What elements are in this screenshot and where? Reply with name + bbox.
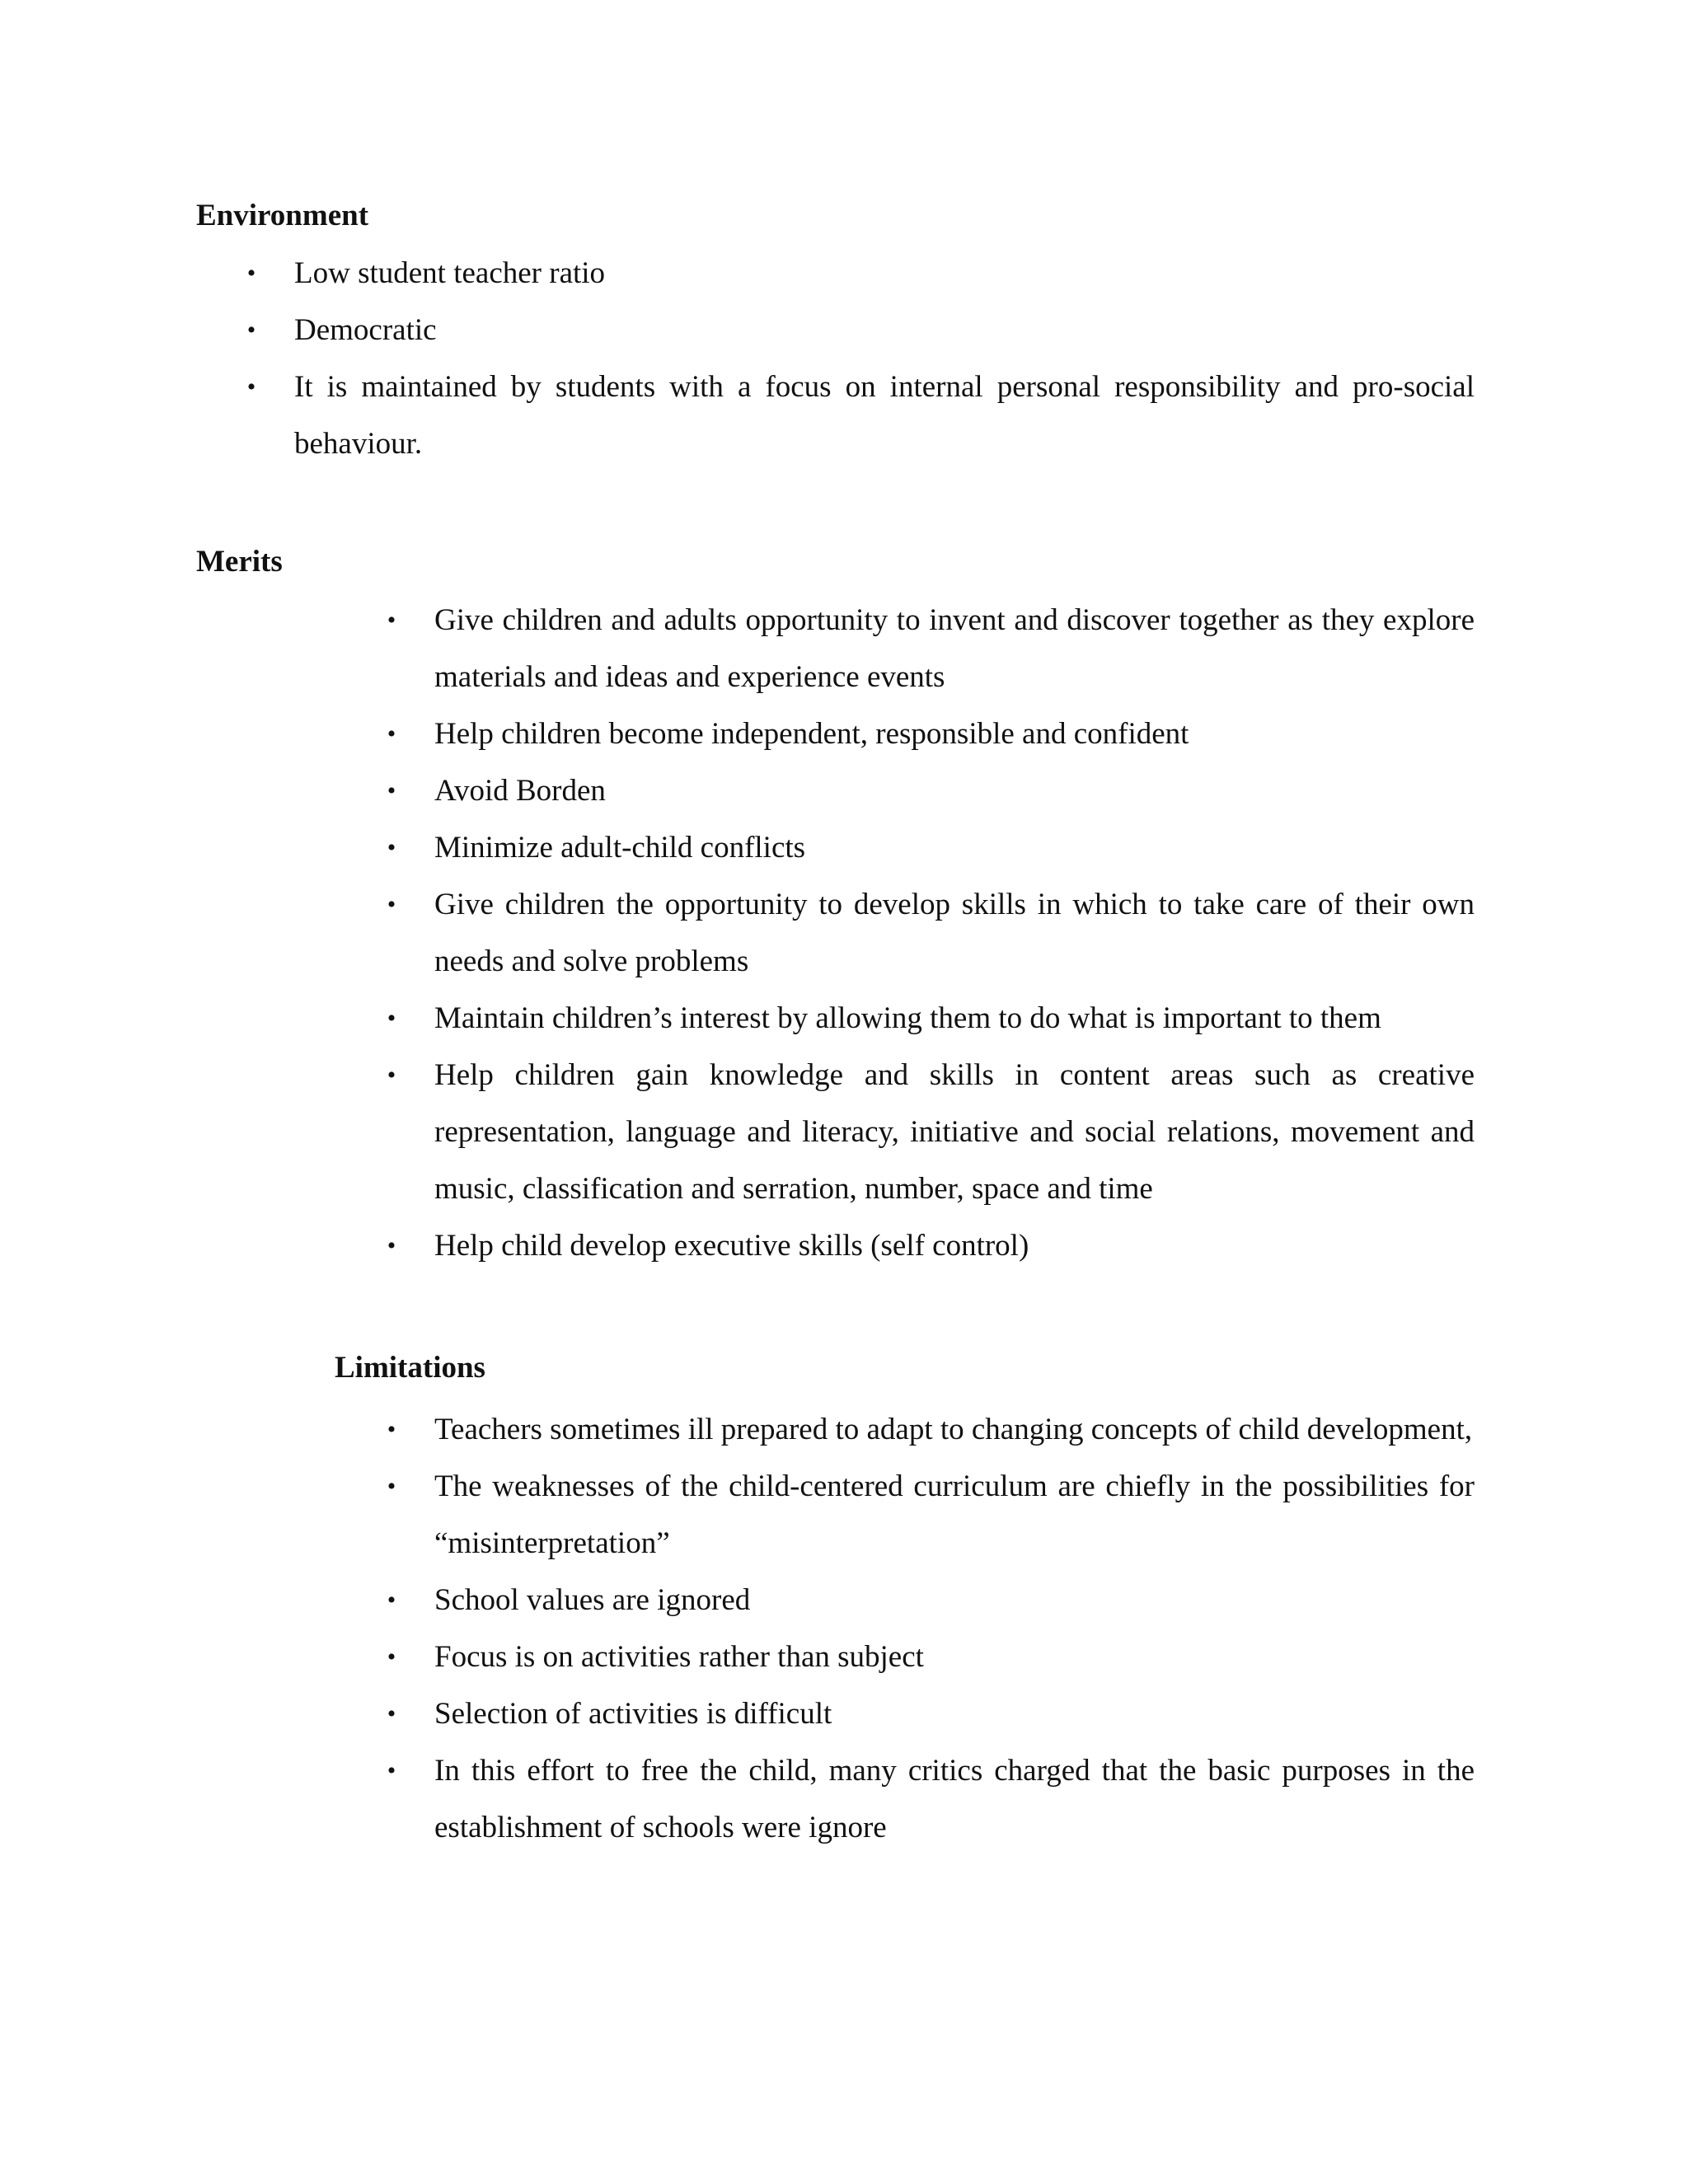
environment-list (243, 245, 1475, 472)
bullet-icon: • (387, 1062, 396, 1089)
list-item (243, 302, 1475, 359)
list-item (383, 990, 1475, 1047)
list-item (383, 1401, 1475, 1458)
bullet-icon: • (387, 1005, 396, 1032)
bullet-icon: • (387, 1586, 396, 1614)
list-item-text: Minimize adult-child conflicts (434, 831, 806, 865)
bullet-icon: • (246, 316, 256, 344)
bullet-icon: • (387, 1416, 396, 1443)
merits-heading: Merits (196, 545, 283, 579)
list-item-text: The weaknesses of the child-centered curriculum are chiefly in the possibilities for “misinterpretation” (434, 1469, 1475, 1560)
list-item (383, 1458, 1475, 1572)
bullet-icon: • (387, 1643, 396, 1671)
list-item (243, 245, 1475, 302)
list-item (383, 705, 1475, 762)
list-item-text: Give children and adults opportunity to invent and discover together as they explore materials and ideas and experience events (434, 603, 1475, 694)
bullet-icon: • (387, 1757, 396, 1784)
bullet-icon: • (387, 834, 396, 861)
limitations-list (383, 1401, 1475, 1856)
bullet-icon: • (387, 720, 396, 748)
list-item-text: Avoid Borden (434, 774, 606, 808)
list-item (383, 1217, 1475, 1274)
list-item (383, 1047, 1475, 1217)
list-item-text: Help child develop executive skills (self control) (434, 1229, 1029, 1263)
list-item-text: Focus is on activities rather than subject (434, 1640, 924, 1674)
list-item (383, 592, 1475, 705)
list-item-text: Help children gain knowledge and skills in content areas such as creative representation, language and literacy, initiative and social relations, movement and music, classification and serration, number, space and time (434, 1058, 1475, 1206)
list-item (383, 1685, 1475, 1742)
limitations-heading: Limitations (335, 1351, 485, 1385)
list-item-text: School values are ignored (434, 1583, 751, 1617)
list-item-text: Selection of activities is difficult (434, 1697, 832, 1731)
bullet-icon: • (387, 891, 396, 918)
bullet-icon: • (387, 1473, 396, 1500)
list-item (383, 876, 1475, 990)
list-item (383, 1629, 1475, 1685)
list-item-text: Maintain children’s interest by allowing them to do what is important to them (434, 1001, 1381, 1035)
bullet-icon: • (246, 373, 256, 401)
list-item (383, 1572, 1475, 1629)
list-item (383, 1742, 1475, 1856)
environment-heading: Environment (196, 199, 369, 232)
list-item-text: Teachers sometimes ill prepared to adapt to changing concepts of child development, (434, 1413, 1473, 1446)
list-item (383, 762, 1475, 819)
list-item (383, 819, 1475, 876)
merits-list (383, 592, 1475, 1274)
bullet-icon: • (387, 1232, 396, 1259)
list-item (243, 359, 1475, 472)
list-item-text: Help children become independent, responsible and confident (434, 717, 1189, 751)
bullet-icon: • (387, 777, 396, 804)
bullet-icon: • (387, 1700, 396, 1727)
list-item-text: Give children the opportunity to develop skills in which to take care of their own needs and solve problems (434, 888, 1475, 978)
list-item-text: In this effort to free the child, many critics charged that the basic purposes in the establishment of schools were ignore (434, 1754, 1475, 1844)
list-item-text: Low student teacher ratio (294, 256, 606, 290)
list-item-text: It is maintained by students with a focus on internal personal responsibility and pro-social behaviour. (294, 370, 1475, 461)
list-item-text: Democratic (294, 313, 437, 347)
bullet-icon: • (246, 260, 256, 287)
bullet-icon: • (387, 607, 396, 634)
